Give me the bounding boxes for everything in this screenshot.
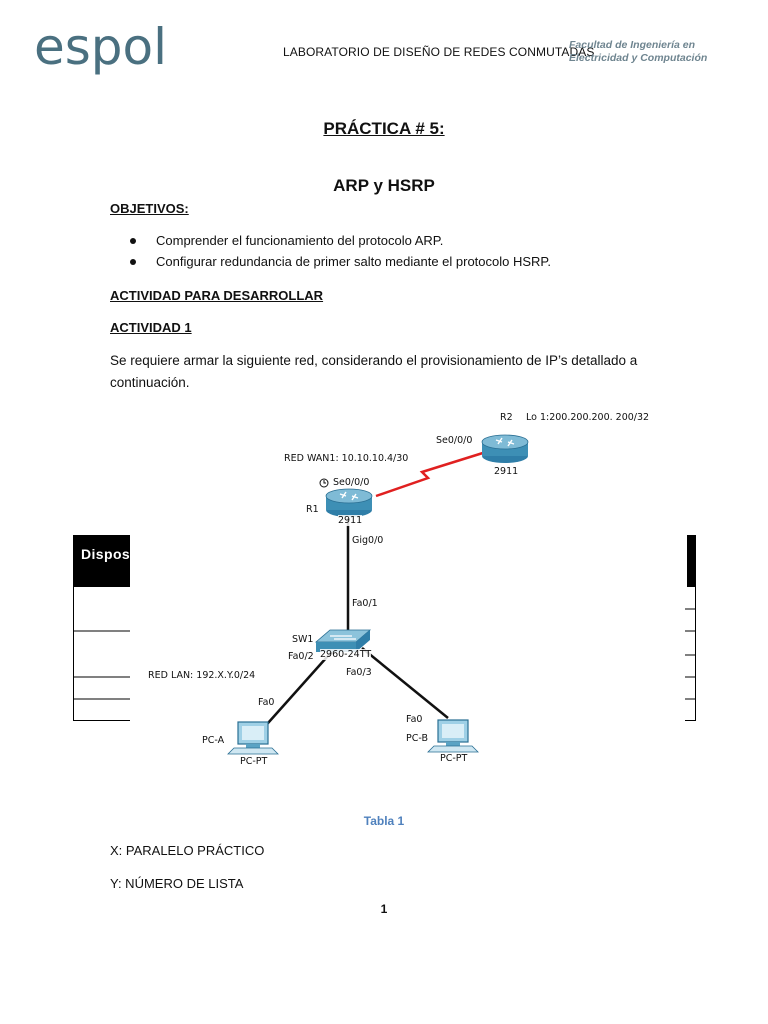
pca-name: PC-A bbox=[202, 735, 225, 746]
faculty-line-2: Electricidad y Computación bbox=[569, 52, 708, 64]
r1-name: R1 bbox=[306, 504, 319, 515]
objective-text: Comprender el funcionamiento del protocolo ARP. bbox=[156, 233, 444, 248]
espol-logo bbox=[34, 16, 184, 80]
logo-wordmark: espol bbox=[34, 18, 168, 76]
ethernet-link-sw1-pcb bbox=[362, 648, 448, 718]
r1-gig-interface: Gig0/0 bbox=[352, 535, 384, 546]
clock-icon bbox=[320, 479, 328, 487]
objectives-heading: OBJETIVOS: bbox=[110, 201, 189, 216]
table-header-cell: Dispos bbox=[73, 535, 135, 587]
network-diagram bbox=[130, 400, 670, 780]
topic-title: ARP y HSRP bbox=[333, 176, 435, 195]
r2-loopback: Lo 1:200.200.200. 200/32 bbox=[526, 412, 650, 423]
pcb-name: PC-B bbox=[406, 733, 428, 744]
page-number: 1 bbox=[380, 902, 388, 916]
pcb-model: PC-PT bbox=[440, 753, 468, 764]
bullet-icon bbox=[130, 259, 136, 265]
faculty-line-1: Facultad de Ingeniería en bbox=[569, 39, 696, 51]
bullet-icon bbox=[130, 238, 136, 244]
sw1-port-b: Fa0/3 bbox=[346, 667, 372, 678]
list-item bbox=[130, 233, 551, 254]
activity1-description: Se requiere armar la siguiente red, considerando el provisionamiento de IP’s detallado a continuación. bbox=[110, 353, 638, 390]
r1-serial-interface: Se0/0/0 bbox=[333, 477, 370, 488]
list-item bbox=[130, 254, 551, 275]
objectives-list bbox=[130, 233, 551, 275]
router-icon bbox=[326, 489, 372, 517]
pcb-interface: Fa0 bbox=[406, 714, 423, 725]
sw1-model: 2960-24TT bbox=[320, 649, 372, 660]
lan-label: RED LAN: 192.X.Y.0/24 bbox=[148, 670, 256, 681]
note-y: Y: NÚMERO DE LISTA bbox=[110, 876, 244, 891]
activity1-heading: ACTIVIDAD 1 bbox=[110, 320, 192, 335]
pc-icon bbox=[228, 722, 278, 754]
router-icon bbox=[482, 435, 528, 463]
r2-name: R2 bbox=[500, 412, 513, 423]
activity-heading: ACTIVIDAD PARA DESARROLLAR bbox=[110, 288, 324, 303]
r2-model: 2911 bbox=[494, 466, 519, 477]
sw1-port-a: Fa0/2 bbox=[288, 651, 314, 662]
pc-icon bbox=[428, 720, 478, 752]
sw1-name: SW1 bbox=[292, 634, 314, 645]
objective-text: Configurar redundancia de primer salto mediante el protocolo HSRP. bbox=[156, 254, 552, 269]
r2-interface: Se0/0/0 bbox=[436, 435, 473, 446]
lab-title: LABORATORIO DE DISEÑO DE REDES CONMUTADAS bbox=[283, 45, 595, 59]
faculty-name bbox=[569, 39, 707, 65]
pca-model: PC-PT bbox=[240, 756, 268, 767]
note-x: X: PARALELO PRÁCTICO bbox=[110, 843, 265, 858]
pca-interface: Fa0 bbox=[258, 697, 275, 708]
table-caption: Tabla 1 bbox=[363, 814, 405, 828]
practice-title: PRÁCTICA # 5: bbox=[323, 119, 445, 138]
sw1-uplink-interface: Fa0/1 bbox=[352, 598, 378, 609]
wan-label: RED WAN1: 10.10.10.4/30 bbox=[284, 453, 409, 464]
r1-model: 2911 bbox=[338, 515, 363, 526]
